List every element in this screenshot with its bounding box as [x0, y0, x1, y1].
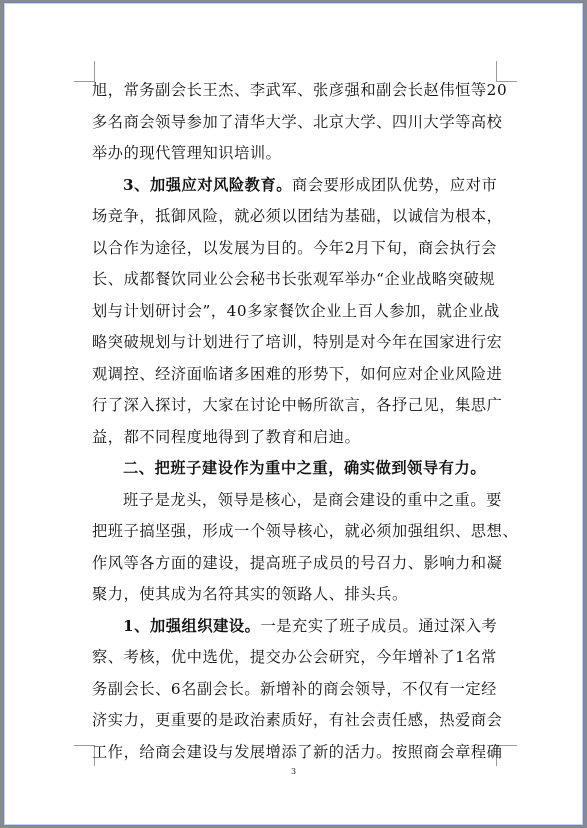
text-line: 班子是龙头，领导是核心，是商会建设的重中之重。要: [123, 490, 502, 509]
text-line: 把班子搞坚强，形成一个领导核心，就必须加强组织、思想、: [92, 522, 519, 540]
text-line: 察、考核，优中选优，提交办公会研究，今年增补了1名常: [92, 648, 497, 666]
text-line: 聚力，使其成为名符其实的领路人、排头兵。: [92, 585, 408, 603]
document-body: [92, 75, 519, 768]
text-line: 划与计划研讨会”，40多家餐饮企业上百人参加，就企业战: [92, 301, 500, 320]
document-page: [3, 2, 584, 826]
page-number: 3: [290, 767, 297, 776]
text-line: 行了深入探讨，大家在讨论中畅所欲言，各抒己见，集思广: [92, 396, 503, 414]
section-heading-line: 1、加强组织建设。一是充实了班子成员。通过深入考: [123, 616, 498, 635]
text-line: 举办的现代管理知识培训。: [92, 144, 282, 162]
text-line: 作风等各方面的建设，提高班子成员的号召力、影响力和凝: [92, 553, 503, 572]
text-line: 务副会长、6名副会长。新增补的商会领导，不仅有一定经: [92, 679, 497, 698]
section-heading-line: 3、加强应对风险教育。商会要形成团队优势，应对市: [123, 175, 498, 194]
text-line: 济实力，更重要的是政治素质好，有社会责任感，热爱商会: [92, 711, 503, 729]
text-line: 以合作为途径，以发展为目的。今年2月下旬，商会执行会: [92, 238, 497, 257]
text-line: 益，都不同程度地得到了教育和启迪。: [92, 427, 361, 446]
text-line: 旭，常务副会长王杰、李武军、张彦强和副会长赵伟恒等20: [92, 81, 508, 99]
text-line: 工作，给商会建设与发展增添了新的活力。按照商会章程确: [92, 742, 503, 761]
text-line: 略突破规划与计划进行了培训，特别是对今年在国家进行宏: [92, 333, 503, 351]
text-line: 场竞争，抵御风险，就必须以团结为基础，以诚信为根本，: [92, 207, 503, 225]
text-line: 多名商会领导参加了清华大学、北京大学、四川大学等高校: [92, 112, 503, 131]
text-line: 观调控、经济面临诸多困难的形势下，如何应对企业风险进: [92, 364, 503, 383]
section-heading-line: 二、把班子建设作为重中之重，确实做到领导有力。: [123, 459, 487, 477]
text-line: 长、成都餐饮同业公会秘书长张观军举办“企业战略突破规: [92, 270, 496, 288]
